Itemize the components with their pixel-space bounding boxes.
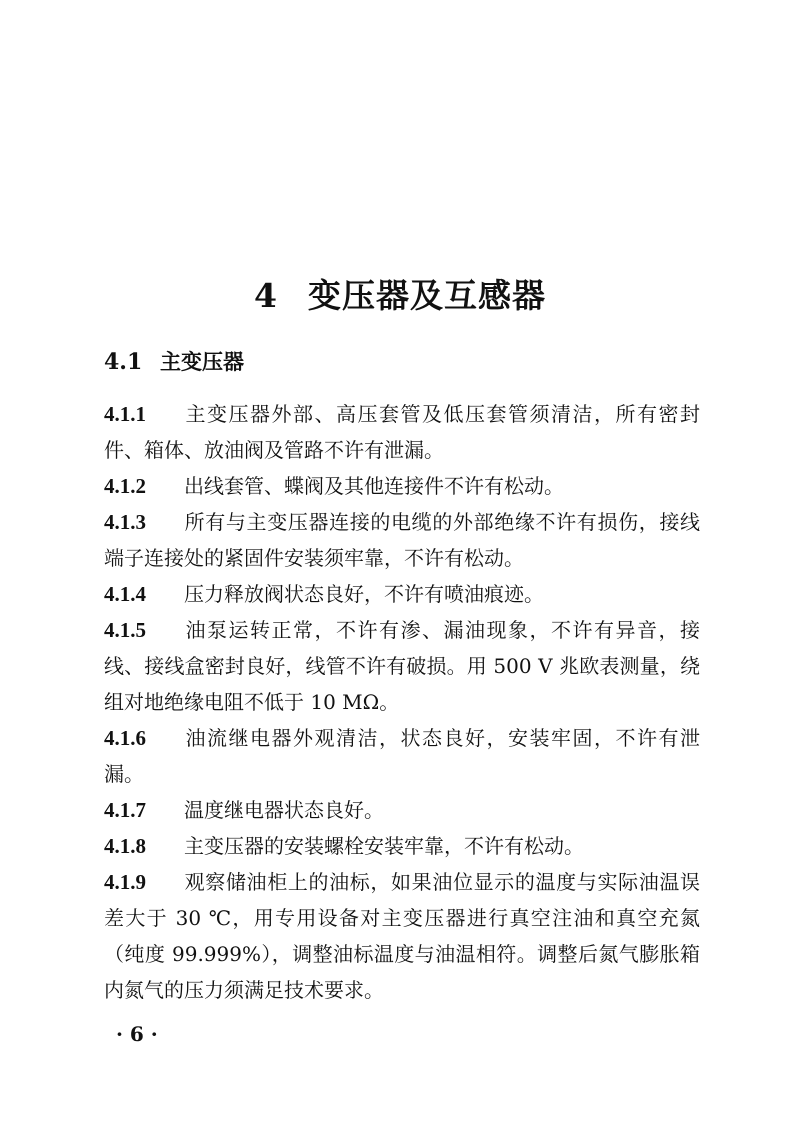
clause-number: 4.1.5 [104,618,146,642]
clause-number: 4.1.3 [104,510,146,534]
chapter-title-text: 变压器及互感器 [307,276,546,316]
clause-4-1-9 [104,864,700,1008]
clause-number: 4.1.7 [104,798,146,822]
clause-number: 4.1.9 [104,870,146,894]
clause-text: 油流继电器外观清洁，状态良好，安装牢固，不许有泄漏。 [104,726,700,786]
clause-number: 4.1.4 [104,582,146,606]
section-title: 主变压器 [160,350,244,374]
clause-4-1-7 [104,792,700,828]
clause-text: 温度继电器状态良好。 [184,798,384,822]
clause-number: 4.1.1 [104,402,146,426]
chapter-title [0,270,800,317]
clause-4-1-2 [104,468,700,504]
clause-number: 4.1.2 [104,474,146,498]
clause-4-1-3 [104,504,700,576]
clause-4-1-8 [104,828,700,864]
clause-list [104,396,700,1008]
page-number: · 6 · [116,1022,158,1046]
clause-number: 4.1.8 [104,834,146,858]
clause-text: 主变压器外部、高压套管及低压套管须清洁，所有密封件、箱体、放油阀及管路不许有泄漏。 [104,402,700,462]
section-number: 4.1 [104,349,143,375]
clause-text: 出线套管、蝶阀及其他连接件不许有松动。 [184,474,564,498]
clause-text: 油泵运转正常，不许有渗、漏油现象，不许有异音，接线、接线盒密封良好，线管不许有破损。用 500 V 兆欧表测量，绕组对地绝缘电阻不低于 10 MΩ。 [104,618,700,714]
clause-4-1-1 [104,396,700,468]
clause-text: 观察储油柜上的油标，如果油位显示的温度与实际油温误差大于 30 ℃，用专用设备对主变压器进行真空注油和真空充氮（纯度 99.999%），调整油标温度与油温相符。调整后氮气膨胀箱内氮气的压力须满足技术要求。 [104,870,700,1002]
clause-4-1-4 [104,576,700,612]
chapter-number: 4 [254,276,278,316]
clause-text: 主变压器的安装螺栓安装牢靠，不许有松动。 [184,834,584,858]
clause-text: 压力释放阀状态良好，不许有喷油痕迹。 [184,582,544,606]
clause-4-1-5 [104,612,700,720]
clause-4-1-6 [104,720,700,792]
clause-text: 所有与主变压器连接的电缆的外部绝缘不许有损伤，接线端子连接处的紧固件安装须牢靠，不许有松动。 [104,510,700,570]
clause-number: 4.1.6 [104,726,146,750]
section-heading [104,346,244,376]
